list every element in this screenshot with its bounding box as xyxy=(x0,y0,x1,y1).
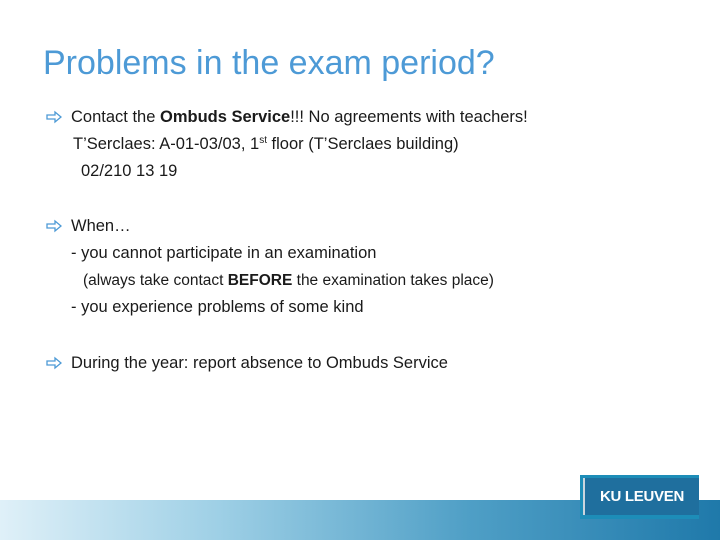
bullet-during-year xyxy=(46,350,686,377)
ombuds-service-bold: Ombuds Service xyxy=(159,108,291,126)
ku-leuven-logo xyxy=(580,475,699,519)
arrow-right-icon xyxy=(46,219,62,233)
slide-title: Problems in the exam period? xyxy=(43,44,495,82)
bullet-contact-ombuds xyxy=(46,104,686,185)
during-year-line: During the year: report absence to Ombuds Service xyxy=(71,354,448,372)
before-bold: BEFORE xyxy=(227,272,293,289)
cannot-participate-line: - you cannot participate in an examination xyxy=(71,244,377,262)
logo-inner xyxy=(583,478,699,515)
phone-line: 02/210 13 19 xyxy=(81,162,178,180)
bullet-when xyxy=(46,213,686,321)
before-line: (always take contact BEFORE the examination takes place) xyxy=(83,272,494,289)
arrow-right-icon xyxy=(46,356,62,370)
logo-text: KU LEUVEN xyxy=(600,488,684,505)
address-line: T’Serclaes: A-01-03/03, 1st floor (T’Serclaes building) xyxy=(73,135,459,153)
when-line: When… xyxy=(71,217,131,235)
experience-problems-line: - you experience problems of some kind xyxy=(71,298,364,316)
arrow-right-icon xyxy=(46,110,62,124)
contact-line: Contact the Ombuds Service!!! No agreements with teachers! xyxy=(71,108,528,126)
